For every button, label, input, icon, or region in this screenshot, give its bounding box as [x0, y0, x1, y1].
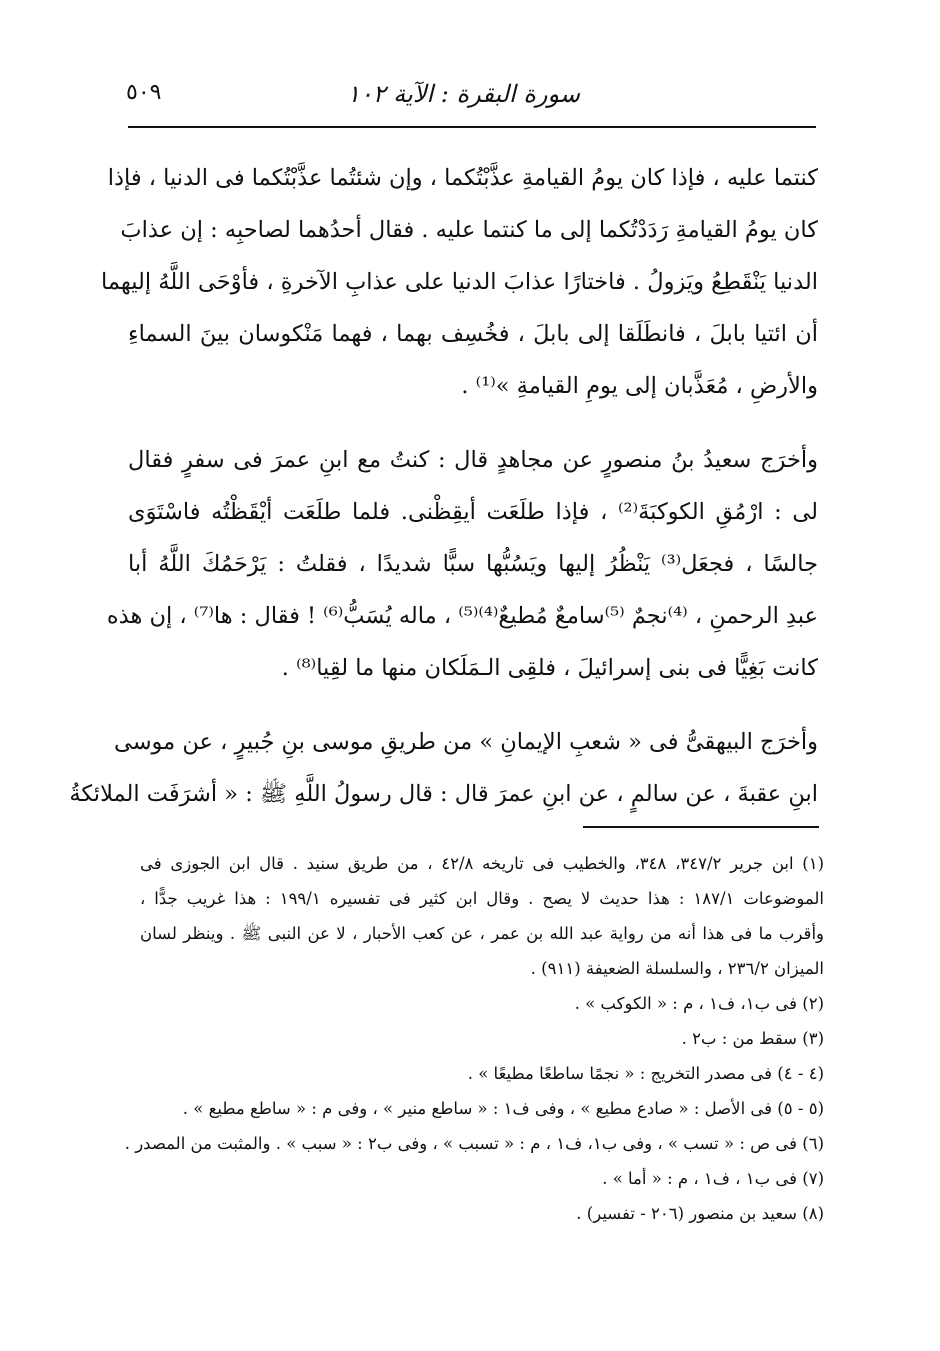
footnote-line: (٢) فى ب١، ف١ ، م : « الكوكب » . — [574, 994, 824, 1013]
text-line: لى : ارْمُقِ الكوكبَةَ⁽²⁾ ، فإذا طلَعَت أيقِظْنى. فلما طلَعَت أيْقَظْتُه فاسْتَوَى — [128, 499, 818, 525]
footnote-line: (٥ - ٥) فى الأصل : « صادع مطيع » ، وفى ف١ : « ساطع منير » ، وفى م : « ساطع مطيع » . — [182, 1099, 824, 1118]
text-line: أن ائتيا بابلَ ، فانطَلَقا إلى بابلَ ، فخُسِف بهما ، فهما مَنْكوسان بينَ السماءِ — [128, 321, 818, 347]
text-line: جالسًا ، فجعَل⁽³⁾ يَنْظُرُ إليها ويَسُبُّها سبًّا شديدًا ، فقلتُ : يَرْحَمُكَ اللَّهُ أبا — [128, 551, 818, 577]
text-line: وأخرَج سعيدُ بنُ منصورٍ عن مجاهدٍ قال : كنتُ مع ابنِ عمرَ فى سفرٍ فقال — [128, 447, 818, 473]
text-line: كان يومُ القيامةِ رَدَدْتُكما إلى ما كنتما عليه . فقال أحدُهما لصاحبِه : إن عذابَ — [120, 217, 818, 243]
paragraph-gap — [128, 694, 818, 716]
footnotes — [124, 846, 824, 1231]
footnote-line: (٨) سعيد بن منصور (٢٠٦ - تفسير) . — [576, 1204, 824, 1223]
text-line: وأخرَج البيهقىُّ فى « شعبِ الإيمانِ » من طريقِ موسى بنِ جُبيرٍ ، عن موسى — [113, 729, 818, 755]
paragraph-gap — [128, 412, 818, 434]
footnote-line: الموضوعات ١٨٧/١ : هذا حديث لا يصح . وقال ابن كثير فى تفسيره ١٩٩/١ : هذا غريب جدًّا ، — [140, 889, 824, 908]
footnote-line: (٧) فى ب١ ، ف١ ، م : « أما » . — [602, 1169, 824, 1188]
page-number: ٥٠٩ — [126, 80, 162, 105]
text-line: والأرضِ ، مُعَذَّبان إلى يومِ القيامةِ »⁽¹⁾ . — [461, 373, 818, 399]
footnote-line: (٦) فى ص : « تسب » ، وفى ب١، ف١ ، م : « تسبب » ، وفى ب٢ : « سبب » . والمثبت من المصدر . — [124, 1134, 824, 1153]
footnote-line: (٤ - ٤) فى مصدر التخريج : « نجمًا ساطعًا مطيعًا » . — [467, 1064, 824, 1083]
footnote-line: (٣) سقط من : ب٢ . — [681, 1029, 824, 1048]
text-line: الدنيا يَنْقَطِعُ ويَزولُ . فاختارًا عذابَ الدنيا على عذابِ الآخرةِ ، فأوْحَى اللَّهُ إليهما — [101, 269, 818, 295]
text-line: كنتما عليه ، فإذا كان يومُ القيامةِ عذَّبْتُكما ، وإن شئتُما عذَّبْتُكما فى الدنيا ، فإذا — [107, 165, 818, 191]
text-line: ابنِ عقبةَ ، عن سالمٍ ، عن ابنِ عمرَ قال : قال رسولُ اللَّهِ ﷺ : « أشرَفَت الملائكةُ — [69, 781, 818, 807]
footnote-line: الميزان ٢٣٦/٢ ، والسلسلة الضعيفة (٩١١) . — [530, 959, 824, 978]
footnote-line: (١) ابن جرير ٣٤٧/٢، ٣٤٨، والخطيب فى تاريخه ٤٢/٨ ، من طريق سنيد . قال ابن الجوزى فى — [140, 854, 824, 873]
page-header — [0, 78, 940, 118]
header-rule — [128, 126, 816, 128]
running-title: سورة البقرة : الآية ١٠٢ — [346, 80, 580, 108]
text-line: كانت بَغِيًّا فى بنى إسرائيلَ ، فلقِى الـمَلَكان منها ما لقِيا⁽⁸⁾ . — [281, 655, 818, 681]
footnote-line: وأقرب ما فى هذا أنه من رواية عبد الله بن عمر ، عن كعب الأحبار ، لا عن النبى ﷺ . وينظر لسان — [140, 924, 824, 943]
footnote-rule — [583, 826, 819, 828]
main-text — [69, 152, 818, 820]
text-line: عبدِ الرحمنِ ، ⁽⁴⁾نجمٌ ⁽⁵⁾سامعٌ مُطيعٌ⁽⁴⁾⁽⁵⁾ ، ماله يُسَبُّ⁽⁶⁾ ! فقال : ها⁽⁷⁾ ، إن هذه — [106, 603, 818, 629]
